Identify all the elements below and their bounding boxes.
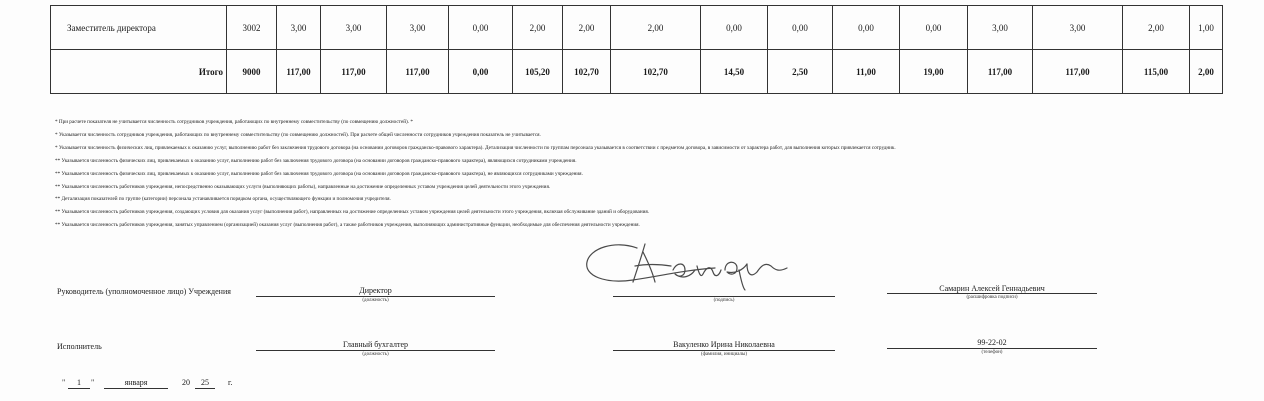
table-cell: 2,00: [513, 6, 563, 50]
date-day: 1: [77, 378, 81, 387]
head-name-line: [887, 293, 1097, 294]
date-year-line: [195, 388, 215, 389]
head-name-caption: (расшифровка подписи): [966, 295, 1018, 300]
table-cell: 0,00: [701, 6, 768, 50]
table-cell: 3,00: [1033, 6, 1123, 50]
executor-name-caption: (фамилия, инициалы): [700, 352, 748, 357]
date-year: 25: [201, 378, 209, 387]
head-position-line: [256, 296, 495, 297]
table-cell: 0,00: [449, 6, 513, 50]
table-cell: 14,50: [701, 50, 768, 94]
head-position: Директор: [359, 286, 392, 295]
table-cell: 0,00: [449, 50, 513, 94]
row-name: Заместитель директора: [51, 6, 227, 50]
executor-position-line: [256, 350, 495, 351]
executor-phone-line: [887, 348, 1097, 349]
table-cell: 1,00: [1190, 6, 1223, 50]
table-cell: 0,00: [768, 6, 833, 50]
executor-phone: 99-22-02: [977, 338, 1007, 347]
date-month-line: [104, 388, 168, 389]
date-suffix: г.: [228, 378, 233, 387]
table-cell: 2,00: [611, 6, 701, 50]
footnote: * При расчете показателя не учитывается численность сотрудников учреждения, работающих по внутреннему совместительству (по совмещению должностей). *: [55, 119, 413, 125]
date-century: 20: [182, 378, 190, 387]
executor-position-caption: (должность): [362, 352, 389, 357]
head-label: Руководитель (уполномоченное лицо) Учреждения: [57, 287, 231, 296]
executor-position: Главный бухгалтер: [343, 340, 408, 349]
table-cell: 102,70: [563, 50, 611, 94]
table-cell: 0,00: [900, 6, 968, 50]
footnote: ** Указывается численность работников учреждения, занятых управлением (организацией) оказания услуг (выполнения работ), а также работников учреждения, выполняющих административные функции, необходимые для обеспечения деятельности учреждения.: [55, 222, 640, 229]
table-cell: 117,00: [968, 50, 1033, 94]
table-cell: 2,00: [1123, 6, 1190, 50]
table-cell: 2,00: [1190, 50, 1223, 94]
date-day-line: [68, 388, 90, 389]
table-cell: 0,00: [833, 6, 900, 50]
footnote: * Указывается численность физических лиц, привлекаемых к оказанию услуг, выполнению работ без заключения трудового договора (на основании договоров гражданско-правового характера). Детализация численности по группам персонала указывается в соответствии с предметом договора, в зависимости от характера работ, для выполнения которых привлекается сотрудник.: [55, 144, 896, 151]
table-cell: 117,00: [277, 50, 321, 94]
row-code: 3002: [227, 6, 277, 50]
executor-name: Вакуленко Ирина Николаевна: [673, 340, 775, 349]
staff-table: [50, 5, 1223, 94]
table-cell: 3,00: [968, 6, 1033, 50]
footnote: * Указывается численность сотрудников учреждения, работающих по внутреннему совместительству (по совмещению должностей). При расчете общей численности сотрудников учреждения показатель не учитывается.: [55, 131, 541, 138]
table-cell: 115,00: [1123, 50, 1190, 94]
table-cell: 102,70: [611, 50, 701, 94]
table-cell: 19,00: [900, 50, 968, 94]
footnote: ** Указывается численность физических лиц, привлекаемых к оказанию услуг, выполнению работ без заключения трудового договора (на основании договоров гражданско-правового характера), не являющихся сотрудниками учреждения.: [55, 170, 583, 177]
executor-name-line: [613, 350, 835, 351]
executor-label: Исполнитель: [57, 342, 102, 351]
date-month: января: [124, 378, 148, 387]
table-cell: 2,50: [768, 50, 833, 94]
handwritten-signature: [575, 230, 805, 292]
table-cell: 117,00: [387, 50, 449, 94]
table-row-total: [51, 50, 1223, 94]
date-open-quote: ": [62, 378, 66, 387]
table-cell: 3,00: [277, 6, 321, 50]
date-close-quote: ": [91, 378, 95, 387]
table-cell: 117,00: [1033, 50, 1123, 94]
table-cell: 2,00: [563, 6, 611, 50]
head-signature-caption: (подпись): [713, 298, 735, 303]
footnote: ** Указывается численность работников учреждения, непосредственно оказывающих услуги (выполняющих работы), направленные на достижение определенных уставом учреждения целей деятельности этого учреждения.: [55, 183, 551, 190]
footnotes: [55, 116, 1215, 232]
table-cell: 3,00: [387, 6, 449, 50]
footnote: ** Указывается численность работников учреждения, создающих условия для оказания услуг (выполнения работ), направленных на достижение определенных уставом учреждения целей деятельности этого учреждения, включая обслуживание зданий и оборудования.: [55, 209, 650, 216]
head-position-caption: (должность): [362, 298, 389, 303]
table-cell: 3,00: [321, 6, 387, 50]
head-name: Самарин Алексей Геннадьевич: [939, 284, 1045, 293]
table-cell: 105,20: [513, 50, 563, 94]
table-cell: 11,00: [833, 50, 900, 94]
executor-phone-caption: (телефон): [981, 350, 1003, 355]
table-cell: 117,00: [321, 50, 387, 94]
head-signature-line: [613, 296, 835, 297]
footnote: ** Детализация показателей по группе (категории) персонала устанавливается порядком органа, осуществляющего функции и полномочия учредителя.: [55, 196, 391, 203]
footnote: ** Указывается численность физических лиц, привлекаемых к оказанию услуг, выполнению работ без заключения трудового договора (на основании договоров гражданско-правового характера), являющихся сотрудниками учреждения.: [55, 157, 577, 164]
row-code: 9000: [227, 50, 277, 94]
table-row: [51, 6, 1223, 50]
row-name: Итого: [51, 50, 227, 94]
